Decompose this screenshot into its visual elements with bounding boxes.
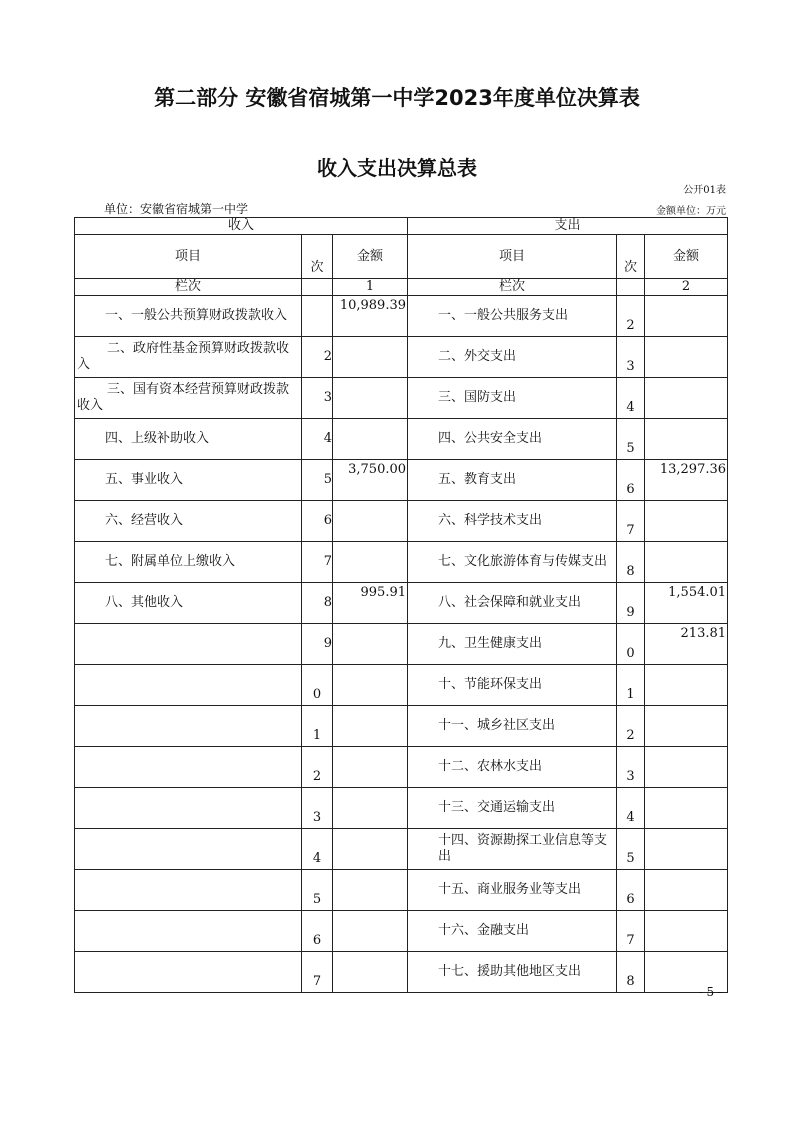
income-item-name <box>75 624 302 665</box>
income-amount <box>333 665 408 706</box>
income-line-no: 6 <box>302 501 333 542</box>
expense-line-no: 6 <box>617 870 645 911</box>
expense-item-name: 十七、援助其他地区支出 <box>408 952 617 993</box>
section-header-row <box>75 218 728 235</box>
income-amount <box>333 378 408 419</box>
expense-line-no: 6 <box>617 460 645 501</box>
expense-amount-header: 金额 <box>645 235 728 279</box>
income-item-name: 二、政府性基金预算财政拨款收入 <box>75 337 302 378</box>
column-header-row <box>75 235 728 279</box>
expense-amount <box>645 665 728 706</box>
expense-item-name: 九、卫生健康支出 <box>408 624 617 665</box>
income-item-name <box>75 911 302 952</box>
expense-amount <box>645 378 728 419</box>
income-line-no: 2 <box>302 337 333 378</box>
budget-table <box>74 217 728 993</box>
table-row <box>75 788 728 829</box>
expense-amount <box>645 337 728 378</box>
expense-line-no: 8 <box>617 542 645 583</box>
table-row <box>75 747 728 788</box>
expense-line-no: 0 <box>617 624 645 665</box>
income-line-no: 8 <box>302 583 333 624</box>
expense-item-name: 六、科学技术支出 <box>408 501 617 542</box>
income-line-no: 2 <box>302 747 333 788</box>
income-column-number: 1 <box>333 279 408 296</box>
income-amount <box>333 788 408 829</box>
income-line-no: 9 <box>302 624 333 665</box>
expense-column-label: 栏次 <box>408 279 617 296</box>
income-line-no: 4 <box>302 419 333 460</box>
income-line-no: 6 <box>302 911 333 952</box>
income-column-label: 栏次 <box>75 279 302 296</box>
income-amount-header: 金额 <box>333 235 408 279</box>
expense-line-no: 7 <box>617 911 645 952</box>
income-item-name <box>75 706 302 747</box>
table-title: 收入支出决算总表 <box>317 156 477 180</box>
document-title: 第二部分 安徽省宿城第一中学2023年度单位决算表 <box>154 86 640 110</box>
expense-amount <box>645 419 728 460</box>
income-column-blank <box>302 279 333 296</box>
expense-amount <box>645 870 728 911</box>
expense-item-name: 七、文化旅游体育与传媒支出 <box>408 542 617 583</box>
expense-line-no: 4 <box>617 788 645 829</box>
expense-item-header: 项目 <box>408 235 617 279</box>
income-line-no: 5 <box>302 460 333 501</box>
expense-item-name: 十四、资源勘探工业信息等支出 <box>408 829 617 870</box>
expense-item-name: 十六、金融支出 <box>408 911 617 952</box>
expense-item-name: 一、一般公共服务支出 <box>408 296 617 337</box>
table-row <box>75 296 728 337</box>
income-line-no: 7 <box>302 542 333 583</box>
income-line-no-header: 次 <box>302 235 333 279</box>
table-row <box>75 952 728 993</box>
expense-section-header: 支出 <box>408 218 728 235</box>
expense-item-name: 十二、农林水支出 <box>408 747 617 788</box>
income-amount: 10,989.39 <box>333 296 408 337</box>
expense-item-name: 十三、交通运输支出 <box>408 788 617 829</box>
table-row <box>75 870 728 911</box>
expense-amount: 213.81 <box>645 624 728 665</box>
expense-amount <box>645 788 728 829</box>
expense-amount <box>645 829 728 870</box>
expense-line-no: 2 <box>617 706 645 747</box>
income-item-name <box>75 829 302 870</box>
income-item-name: 五、事业收入 <box>75 460 302 501</box>
income-line-no: 1 <box>302 706 333 747</box>
income-line-no: 3 <box>302 378 333 419</box>
expense-column-number: 2 <box>645 279 728 296</box>
expense-amount <box>645 296 728 337</box>
income-item-name <box>75 952 302 993</box>
expense-amount: 1,554.01 <box>645 583 728 624</box>
expense-amount <box>645 542 728 583</box>
income-line-no: 5 <box>302 870 333 911</box>
table-row <box>75 501 728 542</box>
expense-line-no: 7 <box>617 501 645 542</box>
expense-column-blank <box>617 279 645 296</box>
income-amount <box>333 542 408 583</box>
income-item-name <box>75 747 302 788</box>
income-item-name: 六、经营收入 <box>75 501 302 542</box>
table-row <box>75 378 728 419</box>
expense-item-name: 三、国防支出 <box>408 378 617 419</box>
expense-amount <box>645 706 728 747</box>
table-row <box>75 337 728 378</box>
expense-item-name: 四、公共安全支出 <box>408 419 617 460</box>
form-code: 公开01表 <box>683 185 726 196</box>
income-item-name: 四、上级补助收入 <box>75 419 302 460</box>
expense-line-no: 1 <box>617 665 645 706</box>
income-amount <box>333 624 408 665</box>
expense-line-no: 5 <box>617 419 645 460</box>
income-amount: 3,750.00 <box>333 460 408 501</box>
expense-item-name: 五、教育支出 <box>408 460 617 501</box>
unit-label: 单位：安徽省宿城第一中学 <box>104 202 249 216</box>
income-line-no: 0 <box>302 665 333 706</box>
expense-line-no: 5 <box>617 829 645 870</box>
income-amount: 995.91 <box>333 583 408 624</box>
expense-line-no: 3 <box>617 747 645 788</box>
expense-line-no: 8 <box>617 952 645 993</box>
income-amount <box>333 829 408 870</box>
income-item-name: 七、附属单位上缴收入 <box>75 542 302 583</box>
table-row <box>75 624 728 665</box>
income-item-name: 三、国有资本经营预算财政拨款收入 <box>75 378 302 419</box>
expense-amount <box>645 501 728 542</box>
income-item-name <box>75 788 302 829</box>
expense-line-no: 2 <box>617 296 645 337</box>
income-amount <box>333 952 408 993</box>
expense-line-no-header: 次 <box>617 235 645 279</box>
table-row <box>75 911 728 952</box>
table-row <box>75 665 728 706</box>
income-amount <box>333 870 408 911</box>
table-row <box>75 829 728 870</box>
income-amount <box>333 747 408 788</box>
income-item-header: 项目 <box>75 235 302 279</box>
money-unit-label: 金额单位：万元 <box>656 206 726 217</box>
expense-amount <box>645 911 728 952</box>
income-line-no: 3 <box>302 788 333 829</box>
income-amount <box>333 706 408 747</box>
income-amount <box>333 337 408 378</box>
expense-line-no: 9 <box>617 583 645 624</box>
table-row <box>75 419 728 460</box>
expense-item-name: 十、节能环保支出 <box>408 665 617 706</box>
income-line-no: 4 <box>302 829 333 870</box>
income-item-name: 八、其他收入 <box>75 583 302 624</box>
expense-item-name: 十五、商业服务业等支出 <box>408 870 617 911</box>
income-amount <box>333 501 408 542</box>
income-amount <box>333 911 408 952</box>
expense-amount: 13,297.36 <box>645 460 728 501</box>
expense-item-name: 八、社会保障和就业支出 <box>408 583 617 624</box>
table-row <box>75 583 728 624</box>
income-line-no: 7 <box>302 952 333 993</box>
table-row <box>75 542 728 583</box>
page-number: - 5 - <box>698 985 722 999</box>
income-section-header: 收入 <box>75 218 408 235</box>
income-item-name <box>75 665 302 706</box>
expense-item-name: 二、外交支出 <box>408 337 617 378</box>
column-number-row <box>75 279 728 296</box>
expense-item-name: 十一、城乡社区支出 <box>408 706 617 747</box>
income-item-name: 一、一般公共预算财政拨款收入 <box>75 296 302 337</box>
income-line-no <box>302 296 333 337</box>
expense-amount <box>645 747 728 788</box>
expense-line-no: 3 <box>617 337 645 378</box>
expense-line-no: 4 <box>617 378 645 419</box>
income-item-name <box>75 870 302 911</box>
table-row <box>75 460 728 501</box>
table-row <box>75 706 728 747</box>
income-amount <box>333 419 408 460</box>
